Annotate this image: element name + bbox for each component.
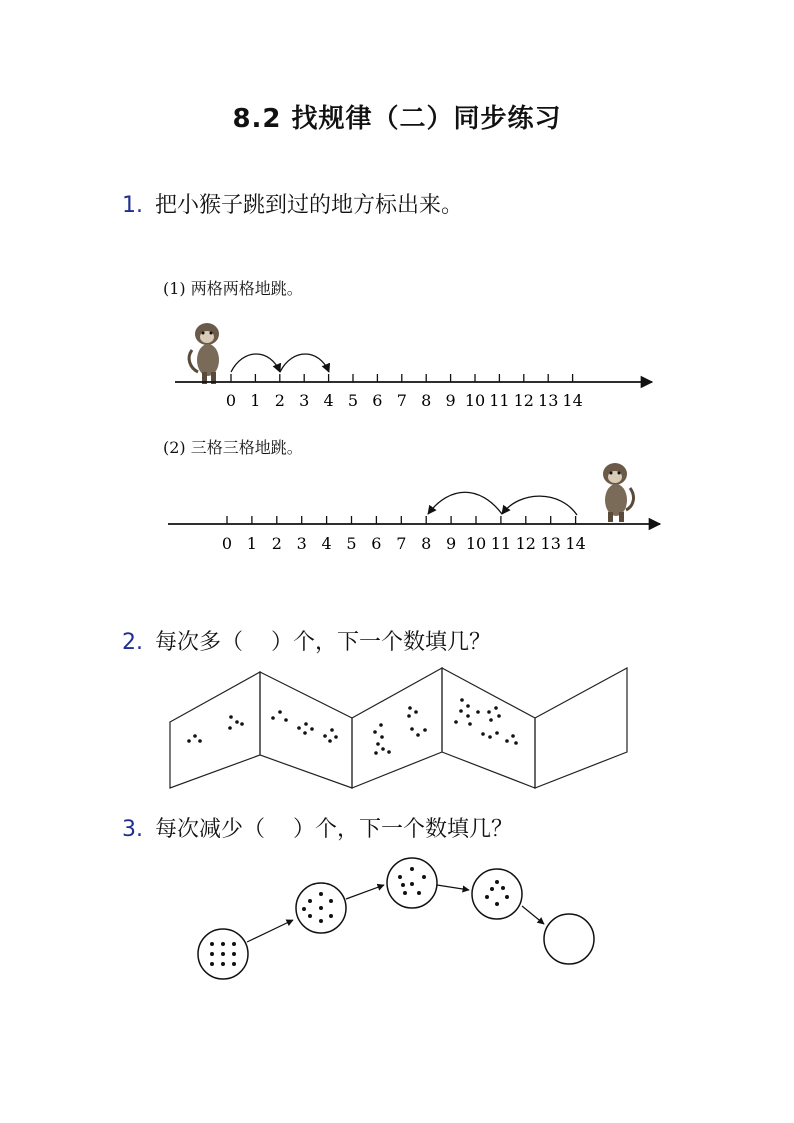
dot-panel bbox=[170, 672, 260, 788]
tick-label: 1 bbox=[250, 391, 261, 410]
dot-panel bbox=[352, 668, 442, 788]
dot-circle bbox=[472, 869, 522, 919]
tick-label: 2 bbox=[274, 391, 285, 410]
tick-label: 11 bbox=[490, 534, 512, 553]
sequence-arrow bbox=[437, 885, 469, 890]
tick-label: 4 bbox=[323, 391, 334, 410]
tick-label: 1 bbox=[246, 534, 257, 553]
tick-label: 10 bbox=[465, 534, 487, 553]
monkey-icon bbox=[189, 323, 219, 384]
question-3-text-before: 每次减少（ bbox=[155, 817, 266, 842]
tick-label: 12 bbox=[513, 391, 534, 410]
tick-label: 13 bbox=[540, 534, 561, 553]
tick-label: 9 bbox=[445, 391, 456, 410]
monkey-icon bbox=[603, 463, 633, 522]
dot-group bbox=[398, 867, 426, 895]
question-1 bbox=[122, 188, 463, 219]
tick-label: 2 bbox=[271, 534, 282, 553]
tick-label: 14 bbox=[562, 391, 583, 410]
question-3 bbox=[122, 812, 513, 843]
dot-panel bbox=[442, 668, 535, 788]
question-1-text: 把小猴子跳到过的地方标出来。 bbox=[155, 193, 464, 218]
dot-group bbox=[485, 880, 509, 906]
tick-label: 4 bbox=[321, 534, 332, 553]
sequence-arrow bbox=[346, 885, 384, 899]
number-line-1-ticks bbox=[226, 374, 583, 410]
tick-label: 5 bbox=[346, 534, 357, 553]
dot-group bbox=[302, 892, 333, 923]
dot-group bbox=[271, 710, 338, 743]
answer-circle[interactable] bbox=[544, 914, 594, 964]
dot-group bbox=[210, 942, 236, 966]
tick-label: 9 bbox=[446, 534, 457, 553]
dot-group bbox=[187, 715, 244, 743]
question-1-part-1-label: (1) 两格两格地跳。 bbox=[163, 279, 303, 298]
tick-label: 10 bbox=[464, 391, 486, 410]
answer-panel[interactable] bbox=[535, 668, 627, 788]
jump-arrow bbox=[428, 492, 502, 514]
question-2-text-after: ）个，下一个数填几？ bbox=[271, 630, 492, 655]
question-3-number: 3. bbox=[122, 817, 143, 842]
question-1-number: 1. bbox=[122, 193, 143, 218]
tick-label: 14 bbox=[565, 534, 586, 553]
tick-label: 8 bbox=[421, 391, 432, 410]
tick-label: 11 bbox=[489, 391, 510, 410]
question-2-text-before: 每次多（ bbox=[155, 630, 244, 655]
tick-label: 0 bbox=[225, 391, 237, 410]
tick-label: 7 bbox=[396, 391, 407, 410]
tick-label: 6 bbox=[371, 534, 382, 553]
dot-circles-figure bbox=[0, 850, 794, 990]
tick-label: 12 bbox=[515, 534, 536, 553]
sequence-arrow bbox=[522, 906, 544, 924]
tick-label: 7 bbox=[396, 534, 407, 553]
jump-arrow bbox=[231, 354, 280, 372]
jump-arrow bbox=[280, 354, 329, 372]
dot-panel bbox=[260, 672, 352, 788]
dot-group bbox=[373, 706, 427, 755]
question-2-number: 2. bbox=[122, 630, 143, 655]
tick-label: 3 bbox=[299, 391, 310, 410]
question-3-text-after: ）个，下一个数填几？ bbox=[293, 817, 514, 842]
question-2 bbox=[122, 625, 491, 656]
tick-label: 13 bbox=[538, 391, 559, 410]
tick-label: 3 bbox=[296, 534, 307, 553]
sequence-arrow bbox=[247, 920, 293, 942]
number-line-2 bbox=[0, 455, 794, 570]
question-1-part-2-label: (2) 三格三格地跳。 bbox=[163, 438, 303, 457]
jump-arrow bbox=[502, 496, 577, 515]
number-line-2-ticks bbox=[222, 516, 586, 553]
page-title: 8.2 找规律（二）同步练习 bbox=[232, 104, 562, 134]
tick-label: 0 bbox=[221, 534, 233, 553]
tick-label: 5 bbox=[347, 391, 359, 410]
tick-label: 6 bbox=[372, 391, 383, 410]
tick-label: 8 bbox=[421, 534, 432, 553]
dot-panels-figure bbox=[0, 660, 794, 795]
number-line-1 bbox=[0, 310, 794, 420]
dot-group bbox=[454, 698, 518, 745]
